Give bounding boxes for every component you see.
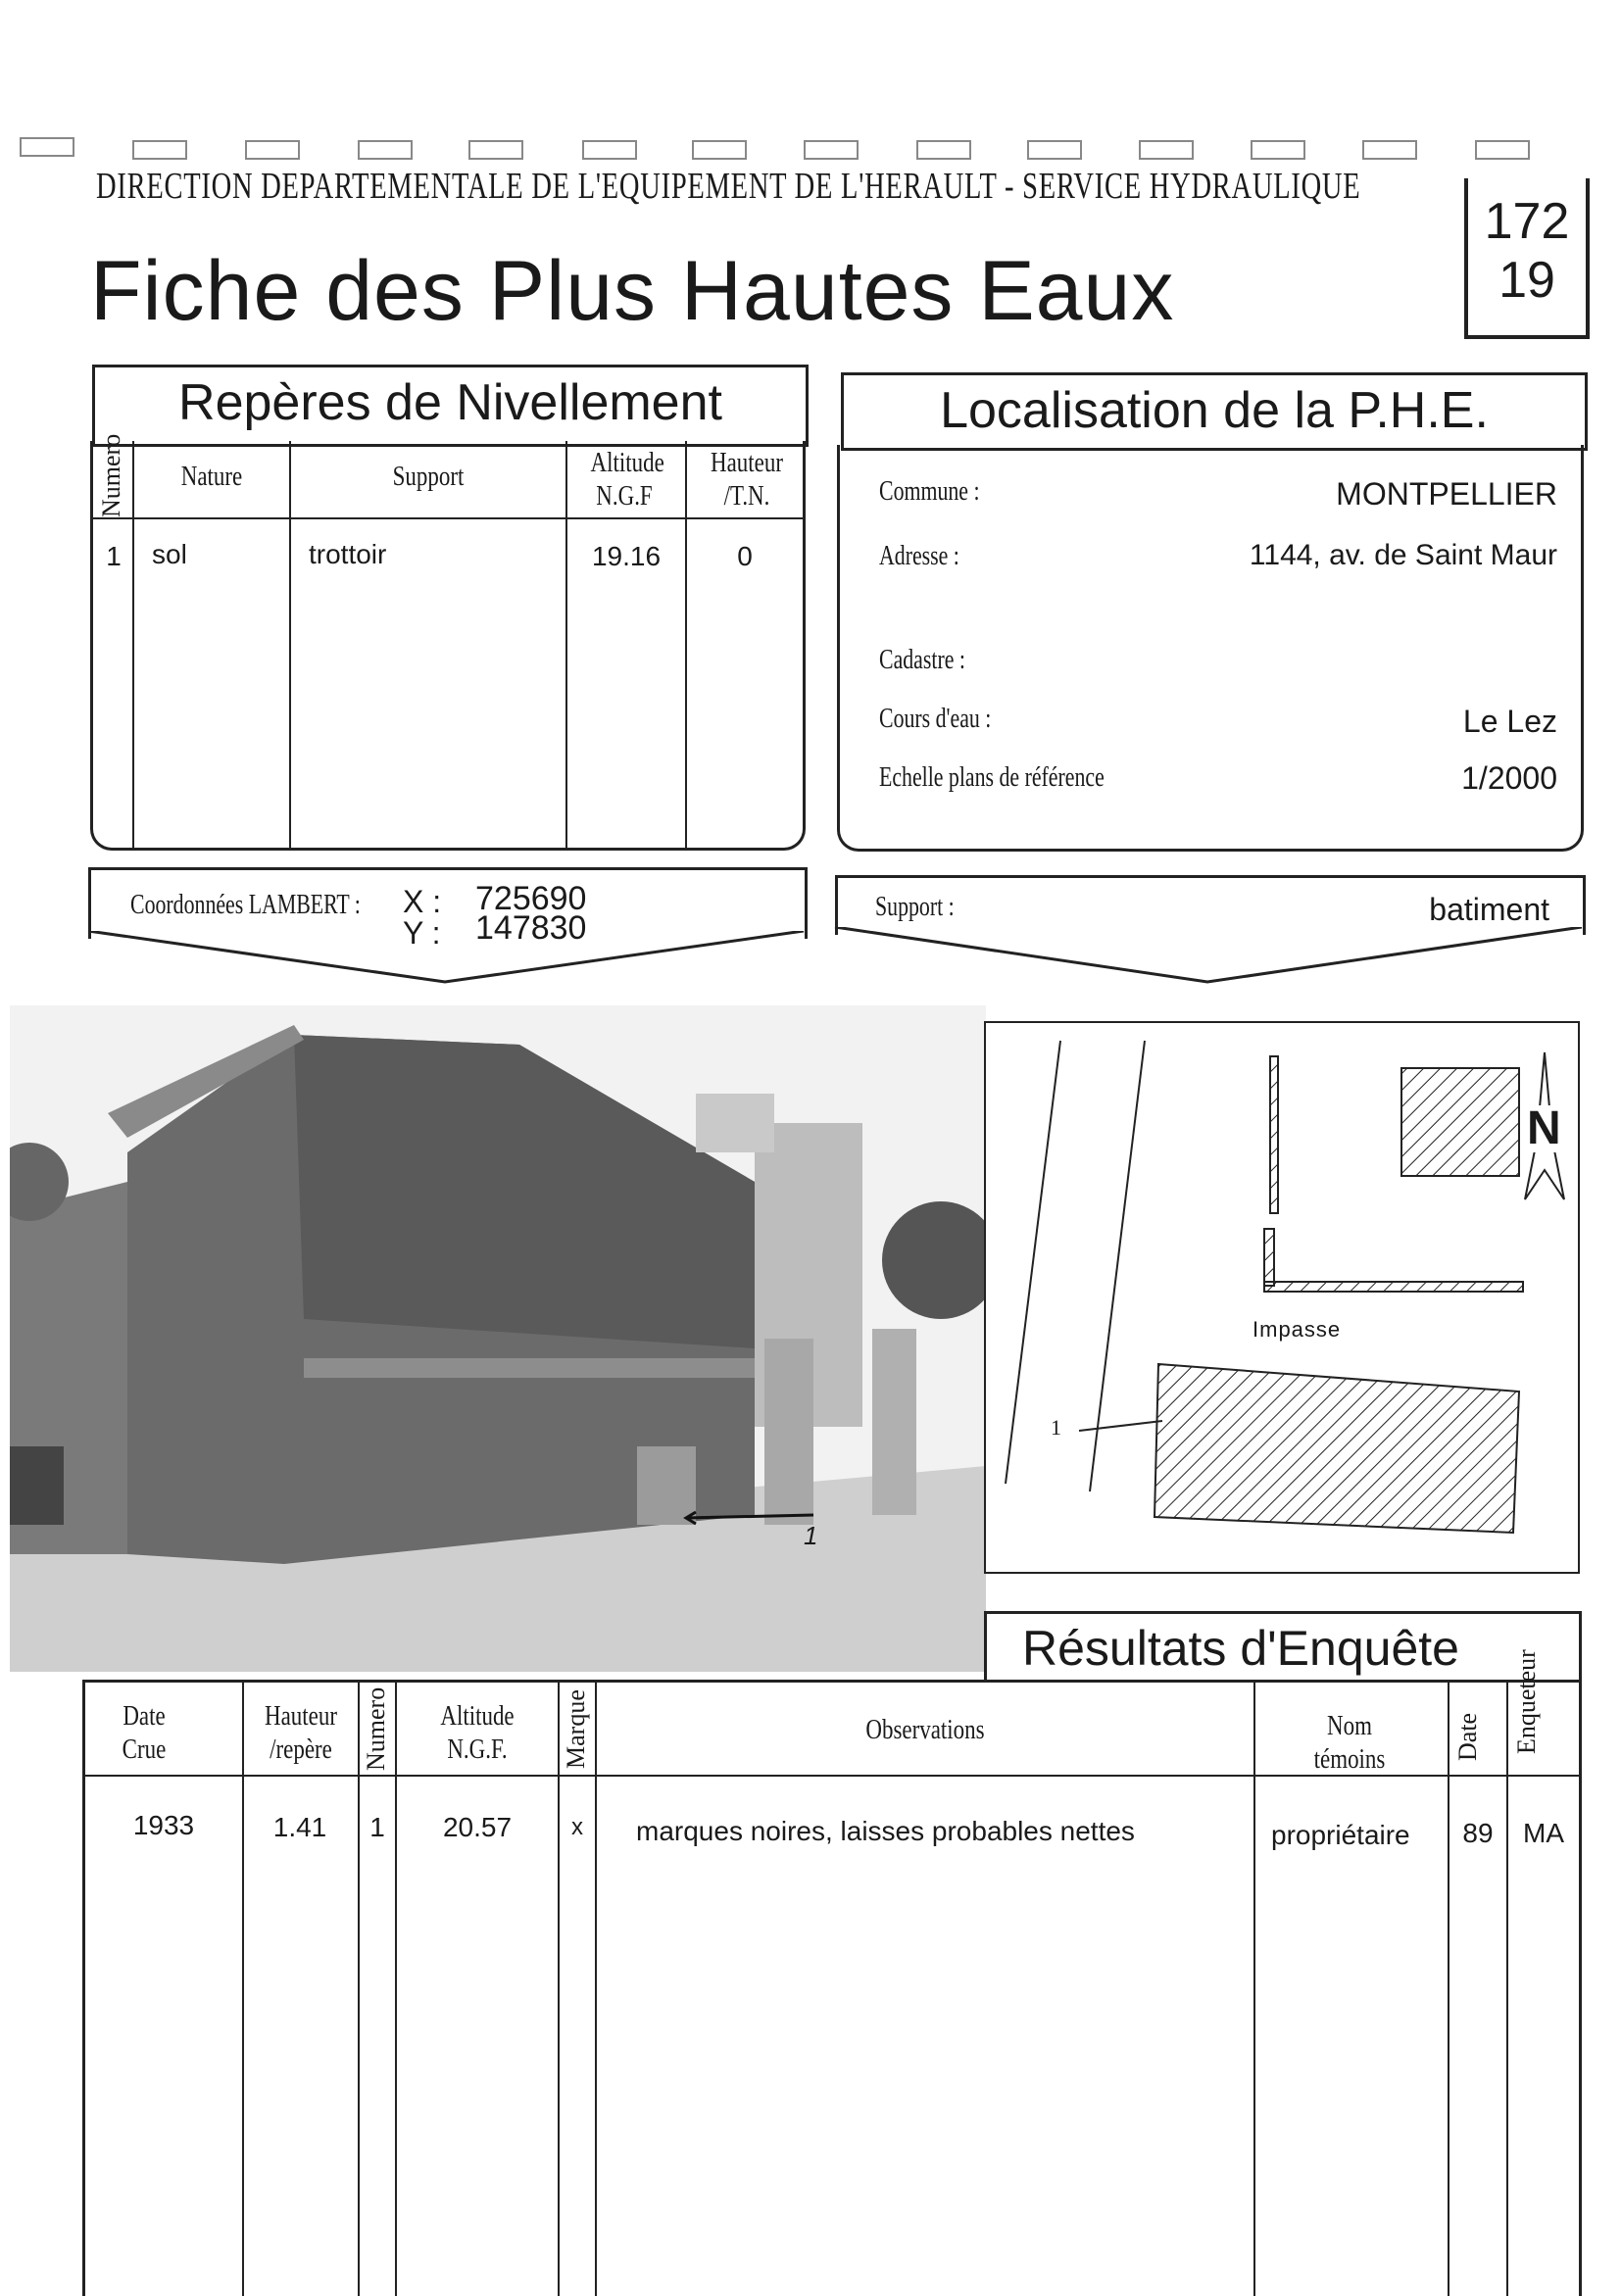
reperes-row-nature: sol	[152, 539, 187, 569]
resultats-row-date-crue: 1933	[132, 1810, 195, 1840]
resultats-row-hauteur: 1.41	[272, 1812, 327, 1842]
echelle-label: Echelle plans de référence	[879, 762, 1105, 793]
cours-value: Le Lez	[1462, 704, 1557, 739]
resultats-col-altitude: Altitude N.G.F.	[440, 1701, 515, 1765]
resultats-col-enqueteur: Enqueteur	[1512, 1649, 1541, 1755]
plan-marker-label: 1	[1051, 1415, 1061, 1440]
resultats-title-box	[984, 1611, 1582, 1683]
commune-label: Commune :	[879, 476, 980, 507]
localisation-title-box	[841, 372, 1588, 451]
photo-marker-label: 1	[804, 1521, 818, 1550]
site-plan	[984, 1021, 1580, 1574]
cours-label: Cours d'eau :	[879, 704, 992, 734]
resultats-col-hauteur: Hauteur /repère	[265, 1701, 337, 1765]
echelle-value: 1/2000	[1461, 760, 1557, 796]
lambert-box	[88, 867, 808, 951]
commune-value: MONTPELLIER	[1336, 476, 1557, 512]
support-value: batiment	[1429, 892, 1549, 927]
reperes-row-hauteur: 0	[737, 541, 753, 571]
resultats-row-nom: propriétaire	[1271, 1820, 1410, 1850]
resultats-row-enqueteur: MA	[1523, 1818, 1564, 1848]
sheet-number-top: 172	[1484, 193, 1570, 250]
reperes-row-altitude: 19.16	[591, 541, 662, 571]
support-label: Support :	[875, 892, 955, 922]
reperes-table	[90, 433, 806, 851]
reperes-title-box	[92, 365, 809, 447]
reperes-col-nature: Nature	[180, 462, 243, 492]
department-header: DIRECTION DEPARTEMENTALE DE L'EQUIPEMENT DE L'HERAULT - SERVICE HYDRAULIQUE	[96, 166, 1361, 207]
binder-strip	[0, 118, 1621, 157]
resultats-col-numero: Numero	[362, 1686, 390, 1771]
resultats-col-observations: Observations	[865, 1715, 985, 1745]
adresse-value: 1144, av. de Saint Maur	[1249, 539, 1557, 571]
resultats-col-date-crue: Date Crue	[122, 1701, 167, 1765]
support-box	[835, 875, 1586, 935]
resultats-col-nom: Nom témoins	[1313, 1711, 1386, 1775]
resultats-col-marque: Marque	[562, 1689, 590, 1770]
lambert-label: Coordonnées LAMBERT :	[130, 890, 361, 920]
adresse-label: Adresse :	[879, 541, 959, 571]
resultats-title: Résultats d'Enquête	[1022, 1621, 1459, 1676]
lambert-arrow	[86, 931, 806, 990]
resultats-row-marque: x	[571, 1814, 583, 1840]
resultats-row-numero: 1	[369, 1812, 385, 1842]
resultats-col-date: Date	[1453, 1712, 1482, 1761]
lambert-x-value: 725690	[475, 880, 587, 917]
lambert-x-label: X :	[403, 884, 442, 919]
reperes-title: Repères de Nivellement	[178, 374, 722, 431]
reperes-col-hauteur: Hauteur /T.N.	[711, 448, 783, 512]
north-icon: N	[1527, 1102, 1561, 1154]
reperes-row-numero: 1	[106, 541, 122, 571]
reperes-col-support: Support	[392, 462, 465, 492]
lambert-y-value: 147830	[475, 909, 587, 947]
plan-street-label: Impasse	[1253, 1317, 1342, 1342]
reperes-col-altitude: Altitude N.G.F	[590, 448, 664, 512]
cadastre-label: Cadastre :	[879, 645, 965, 675]
sheet-number-bottom: 19	[1498, 252, 1555, 309]
resultats-table	[82, 1649, 1582, 2296]
lambert-y-label: Y :	[403, 915, 441, 951]
support-arrow	[833, 927, 1584, 990]
resultats-row-observations: marques noires, laisses probables nettes	[636, 1816, 1135, 1846]
localisation-panel	[837, 445, 1584, 852]
resultats-row-date: 89	[1462, 1818, 1494, 1848]
sheet-number-box	[1464, 178, 1590, 339]
reperes-col-numero: Numero	[97, 433, 125, 517]
reperes-row-support: trottoir	[309, 539, 387, 569]
resultats-row-altitude: 20.57	[442, 1812, 513, 1842]
page-title: Fiche des Plus Hautes Eaux	[90, 244, 1175, 338]
site-photo	[10, 1005, 986, 1672]
localisation-title: Localisation de la P.H.E.	[940, 382, 1489, 439]
